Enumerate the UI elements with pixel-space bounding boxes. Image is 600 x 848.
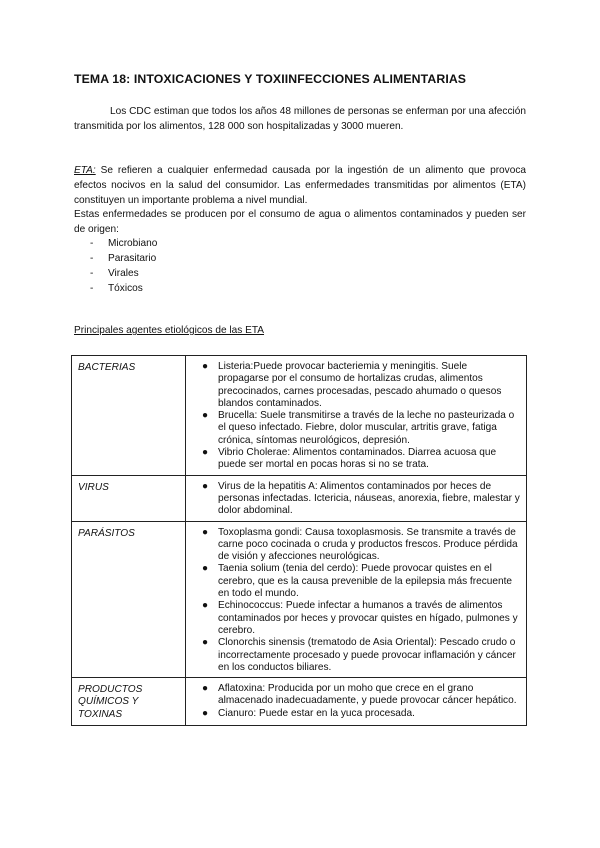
table-row [72, 475, 527, 521]
list-item: ● Virus de la hepatitis A: Alimentos contaminados por heces de personas infectadas. Ictericia, náuseas, anorexia, fiebre, malestar y dolor abdominal. [202, 480, 520, 517]
bullet-icon: ● [202, 600, 209, 612]
items-cell [186, 678, 527, 726]
eta-definition-text: Se refieren a cualquier enfermedad causada por la ingestión de un alimento que provoca efectos nocivos en la salud del consumidor. Las enfermedades transmitidas por alimentos (ETA) constituyen un importante problema a nivel mundial. [74, 165, 526, 206]
bullet-icon: ● [202, 707, 209, 719]
bullet-icon: ● [202, 637, 209, 649]
bullet-icon: ● [202, 480, 209, 492]
category-cell: VIRUS [72, 475, 186, 521]
eta-definition-paragraph [74, 163, 526, 208]
dash-marker: - [90, 253, 94, 264]
list-item: - Parasitario [90, 253, 157, 264]
list-item: ● Toxoplasma gondi: Causa toxoplasmosis. Se transmite a través de carne poco cocinada o cruda y productos frescos. Produce pérdida de visión y afecciones neurológicas. [202, 526, 518, 563]
bullet-icon: ● [202, 361, 209, 372]
bullet-icon: ● [202, 526, 209, 538]
list-item: ● Vibrio Cholerae: Alimentos contaminados. Diarrea acuosa que puede ser mortal en pocas horas si no se trata. [202, 447, 497, 471]
category-cell: BACTERIAS [72, 356, 186, 476]
list-item: ● Listeria:Puede provocar bacteriemia y meningitis. Suele propagarse por el consumo de hortalizas crudas, alimentos precocinados, carnes procesadas, pescado ahumado o quesos blandos contaminados. [202, 361, 502, 409]
bullet-icon: ● [202, 563, 209, 575]
list-item: - Microbiano [90, 238, 158, 249]
category-cell: PARÁSITOS [72, 521, 186, 678]
items-cell [186, 521, 527, 678]
dash-marker: - [90, 283, 94, 294]
origin-intro-paragraph: Estas enfermedades se producen por el consumo de agua o alimentos contaminados y pueden ser de origen: [74, 209, 526, 235]
table-heading: Principales agentes etiológicos de las ETA [74, 325, 265, 336]
bullet-icon: ● [202, 410, 209, 422]
dash-marker: - [90, 238, 94, 249]
items-cell [186, 356, 527, 476]
list-item: ● Echinococcus: Puede infectar a humanos a través de alimentos contaminados por heces y provocar quistes en hígado, pulmones y cerebro. [202, 600, 518, 636]
list-item: - Virales [90, 268, 139, 279]
items-cell [186, 475, 527, 521]
table-row [72, 678, 527, 726]
page-title: TEMA 18: INTOXICACIONES Y TOXIINFECCIONES ALIMENTARIAS [74, 72, 467, 86]
list-item: ● Cianuro: Puede estar en la yuca procesada. [202, 707, 415, 719]
category-cell: PRODUCTOS QUÍMICOS Y TOXINAS [72, 678, 186, 726]
table-row [72, 356, 527, 476]
etiological-agents-table [71, 355, 527, 726]
dash-marker: - [90, 268, 94, 279]
intro-paragraph: Los CDC estiman que todos los años 48 millones de personas se enferman por una afección transmitida por los alimentos, 128 000 son hospitalizadas y 3000 mueren. [74, 106, 526, 132]
list-item: ● Clonorchis sinensis (trematodo de Asia Oriental): Pescado crudo o incorrectamente procesado y puede provocar inflamación y cáncer en los conductos biliares. [202, 637, 516, 673]
eta-label: ETA: [74, 165, 96, 176]
list-item: ● Brucella: Suele transmitirse a través de la leche no pasteurizada o el queso infectado. Fiebre, dolor muscular, artritis grave, fatiga crónica, síntomas neurológicos, depresión. [202, 410, 515, 446]
list-item: ● Aflatoxina: Producida por un moho que crece en el grano almacenado inadecuadamente, y puede provocar cáncer hepático. [202, 683, 517, 707]
bullet-icon: ● [202, 683, 209, 695]
list-item: ● Taenia solium (tenia del cerdo): Puede provocar quistes en el cerebro, que es la causa prevenible de la epilepsia más frecuente en todo el mundo. [202, 563, 513, 600]
list-item: - Tóxicos [90, 283, 143, 294]
bullet-icon: ● [202, 447, 209, 459]
origin-list [74, 236, 157, 296]
table-row [72, 521, 527, 678]
